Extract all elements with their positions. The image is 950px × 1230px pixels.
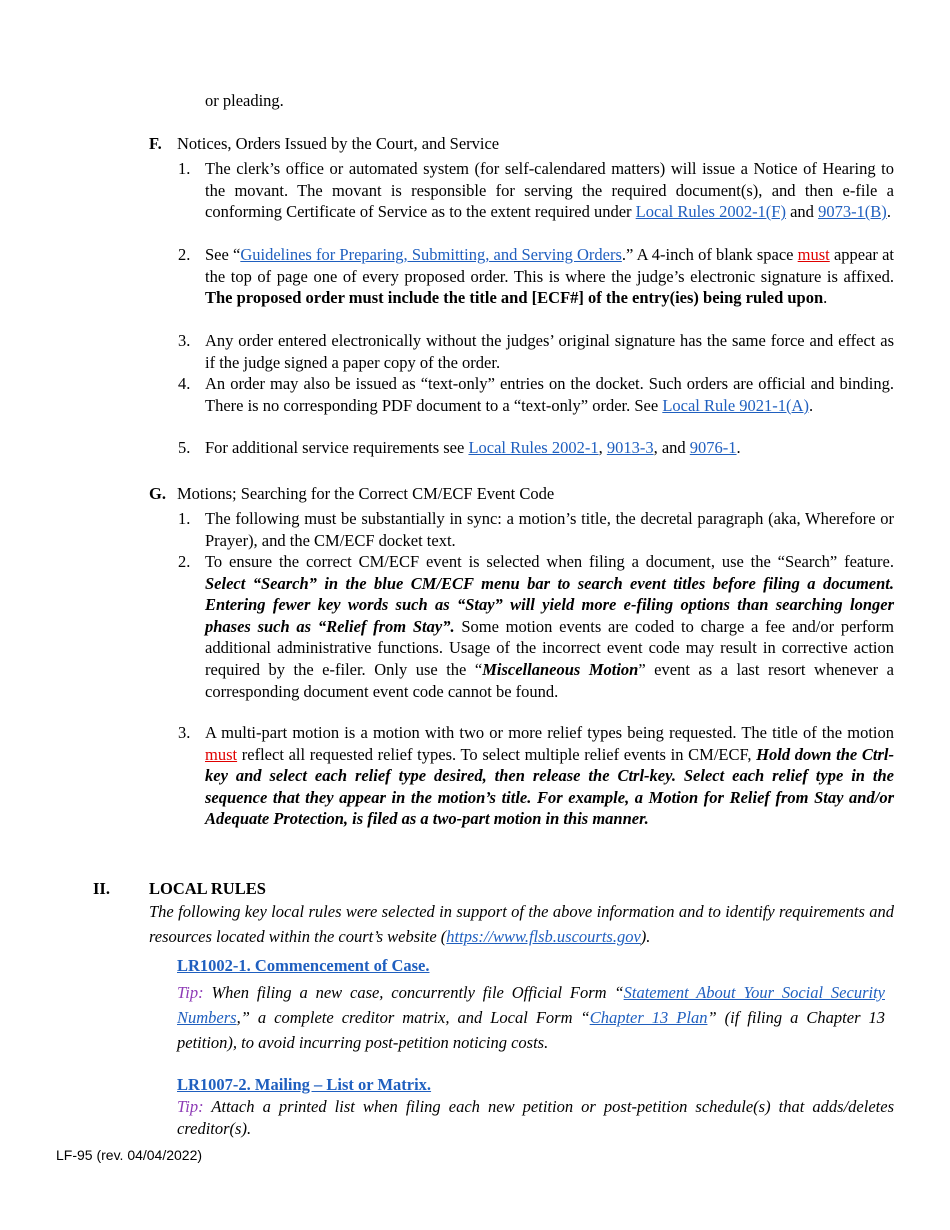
g-item-2-bold-italic: Select “Search” in the blue CM/ECF menu bar to search event titles before filing a document. Entering fewer key words such as “Stay” will yield more e-filing options than searching longer phases such as “Relief from Stay”. [205,573,894,636]
form-footer: LF-95 (rev. 04/04/2022) [56,1147,203,1163]
f-item-5-and: , and [653,438,690,457]
f-item-2-bold: The proposed order must include the title and [ECF#] of the entry(ies) being ruled upon [205,288,824,308]
f-item-5-text: For additional service requirements see [205,438,469,457]
f-item-4-number: 4. [178,374,191,393]
rule-9073-1b-link[interactable]: 9073-1(B) [818,202,887,222]
g-item-1-number: 1. [178,509,191,528]
f-item-2 [205,244,894,309]
f-item-2-text-3: appear at the top of page one of every proposed order. This is where the judge’s electronic signature is affixed. [205,245,894,286]
guidelines-orders-link[interactable]: Guidelines for Preparing, Submitting, and Serving Orders [240,245,622,264]
f-item-1-number: 1. [178,159,191,178]
section-ii-intro-text: The following key local rules were selected in support of the above information and to identify requirements and resources located within the court’s website ( [149,902,894,946]
section-ii-title: LOCAL RULES [149,879,266,898]
f-item-1 [205,158,894,223]
lr1002-1-tip-text-2: ,” a complete creditor matrix, and Local Form “ [236,1008,590,1027]
must-emphasis: must [797,245,830,264]
must-emphasis-2: must [205,744,238,764]
ssn-statement-link[interactable]: Statement About Your Social Security Numbers [177,983,885,1027]
carryover-text: or pleading. [205,91,284,110]
f-item-3-number: 3. [178,331,191,350]
f-item-1-end: . [886,202,891,222]
local-rules-2002-1-link[interactable]: Local Rules 2002-1 [468,438,599,457]
lr1002-1-tip [177,980,885,1055]
g-item-2-text-2: Some motion events are coded to charge a fee and/or perform additional administrative functions. Usage of the incorrect event code may result in corrective action required by the e-filer. Only use the “ [205,616,894,679]
f-item-1-and: and [785,202,819,222]
tip-label: Tip: [177,983,204,1002]
g-item-3-bold-italic: Hold down the Ctrl-key and select each relief type desired, then release the Ctrl-key. Select each relief type in the sequence that they appear in the motion’s title. For example, a Motion for Relief from Stay and/or Adequate Protection, is filed as a two-part motion in this manner. [205,744,894,829]
f-item-4-text: An order may also be issued as “text-only” entries on the docket. Such orders are official and binding. There is no corresponding PDF document to a “text-only” order. See [205,374,894,415]
f-item-5-number: 5. [178,438,191,457]
lr1007-2-tip [177,1096,894,1139]
lr1002-1-tip-text: When filing a new case, concurrently file Official Form “ [203,983,624,1002]
tip-label-2: Tip: [177,1097,204,1116]
section-f-letter: F. [149,134,162,153]
section-ii-roman: II. [93,879,110,898]
lr1002-1-heading[interactable]: LR1002-1. Commencement of Case. [177,956,430,975]
rule-9013-3-link[interactable]: 9013-3 [606,438,654,457]
f-item-2-text-2: .” A 4-inch of blank space [621,245,798,264]
f-item-5-sep: , [598,438,607,457]
court-website-link[interactable]: https://www.flsb.uscourts.gov [446,927,641,946]
g-item-3-text-2: reflect all requested relief types. To select multiple relief events in CM/ECF, [237,744,757,764]
rule-9076-1-link[interactable]: 9076-1 [689,438,737,457]
local-rule-9021-1a-link[interactable]: Local Rule 9021-1(A) [662,395,809,415]
f-item-2-number: 2. [178,245,191,264]
lr1002-1-tip-text-3: ” (if filing a Chapter 13 petition), to avoid incurring post-petition noticing costs. [177,1008,885,1052]
g-item-3 [205,722,894,830]
section-g-letter: G. [149,484,166,503]
section-ii-intro [149,899,894,949]
lr1007-2-heading[interactable]: LR1007-2. Mailing – List or Matrix. [177,1075,432,1094]
f-item-2-text: See “ [205,245,241,264]
section-f-title: Notices, Orders Issued by the Court, and Service [177,134,500,153]
g-item-3-text: A multi-part motion is a motion with two or more relief types being requested. The title of the motion [205,723,894,742]
f-item-2-end: . [823,288,828,308]
g-item-3-number: 3. [178,723,191,742]
lr1007-2-tip-text: Attach a printed list when filing each new petition or post-petition schedule(s) that adds/deletes creditor(s). [177,1097,894,1138]
f-item-5-end: . [736,438,741,457]
chapter-13-plan-link[interactable]: Chapter 13 Plan [589,1008,708,1027]
g-item-2 [205,551,894,702]
g-item-1: The following must be substantially in sync: a motion’s title, the decretal paragraph (aka, Wherefore or Prayer), and the CM/ECF docket text. [205,509,894,550]
g-item-2-text: To ensure the correct CM/ECF event is selected when filing a document, use the “Search” feature. [205,552,894,571]
f-item-4 [205,373,894,416]
section-g-title: Motions; Searching for the Correct CM/ECF Event Code [177,484,555,503]
local-rules-2002-1f-link[interactable]: Local Rules 2002-1(F) [635,202,786,222]
f-item-5 [205,437,894,459]
f-item-3: Any order entered electronically without the judges’ original signature has the same force and effect as if the judge signed a paper copy of the order. [205,331,894,372]
f-item-1-text: The clerk’s office or automated system (for self-calendared matters) will issue a Notice of Hearing to the movant. The movant is responsible for serving the required document(s), and then e-file a conforming Certificate of Service as to the extent required under [205,159,894,222]
f-item-4-end: . [808,395,814,415]
g-item-2-number: 2. [178,552,191,571]
misc-motion-emphasis: Miscellaneous Motion [482,659,639,679]
section-ii-intro-end: ). [640,927,651,946]
g-item-2-text-3: ” event as a last resort whenever a corresponding document event code cannot be found. [205,659,894,701]
